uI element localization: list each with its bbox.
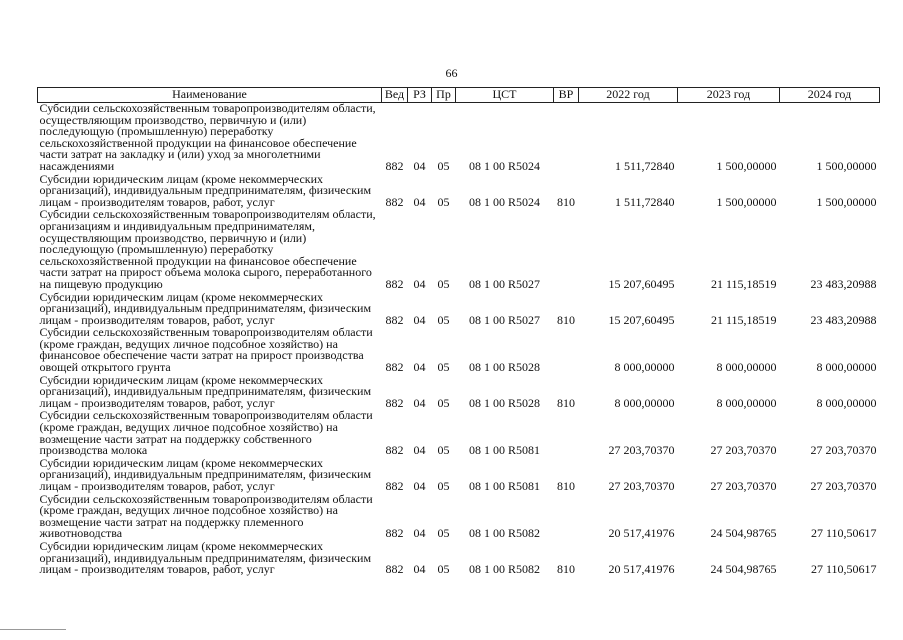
budget-table xyxy=(37,87,880,577)
cell-y2022: 15 207,60495 xyxy=(608,312,675,327)
cell-y2023: 1 500,00000 xyxy=(716,158,777,173)
cell-ved: 882 xyxy=(385,360,404,375)
cell-y2022: 8 000,00000 xyxy=(614,395,675,410)
cell-name: Субсидии сельскохозяйственным товаропроизводителям области (кроме граждан, ведущих личное подсобное хозяйство) на возмещение части затрат на поддержку племенного животноводства xyxy=(39,491,373,541)
cell-cst: 08 1 00 R5024 xyxy=(468,158,540,173)
cell-pr: 05 xyxy=(437,312,450,327)
cell-y2022: 8 000,00000 xyxy=(614,360,675,375)
cell-pr: 05 xyxy=(437,526,450,541)
cell-y2023: 27 203,70370 xyxy=(710,479,777,493)
cell-ved: 882 xyxy=(385,479,404,493)
cell-name: Субсидии сельскохозяйственным товаропроизводителям области, организациям и индивидуальным предпринимателям, осуществляющим производство, первичную и (или) последующую (промышленную) переработку сельскохозяйственной продукции на финансовое обеспечение части затрат на прирост объема молока сырого, переработанного на пищевую продукцию xyxy=(39,207,376,291)
cell-cst: 08 1 00 R5081 xyxy=(468,443,540,458)
cell-pr: 05 xyxy=(437,360,450,375)
cell-name: Субсидии сельскохозяйственным товаропроизводителям области, осуществляющим производство, первичную и (или) последующую (промышленную) переработку сельскохозяйственной продукции на финансовое обеспечение части затрат на закладку и (или) уход за многолетними насаждениями xyxy=(39,101,376,173)
cell-rz: 04 xyxy=(413,479,426,493)
cell-name: Субсидии сельскохозяйственным товаропроизводителям области (кроме граждан, ведущих личное подсобное хозяйство) на финансовое обеспечение части затрат на прирост производства овощей открытого грунта xyxy=(39,325,373,375)
header-vr: ВР xyxy=(554,88,579,103)
table-row xyxy=(38,375,880,411)
cell-pr: 05 xyxy=(437,276,450,291)
cell-rz: 04 xyxy=(413,312,426,327)
cell-cst: 08 1 00 R5082 xyxy=(468,526,540,541)
cell-y2023: 21 115,18519 xyxy=(710,312,777,327)
cell-y2023: 1 500,00000 xyxy=(716,194,777,209)
cell-vr xyxy=(554,103,579,174)
cell-y2023: 24 504,98765 xyxy=(710,526,777,541)
cell-vr xyxy=(554,209,579,291)
cell-name: Субсидии юридическим лицам (кроме некоммерческих организаций), индивидуальным предпринимателям, физическим лицам - производителям товаров, работ, услуг xyxy=(39,372,372,410)
cell-rz: 04 xyxy=(413,158,426,173)
cell-ved: 882 xyxy=(385,158,404,173)
cell-cst: 08 1 00 R5027 xyxy=(468,276,540,291)
cell-ved: 882 xyxy=(385,562,404,577)
table-row xyxy=(38,410,880,457)
cell-ved: 882 xyxy=(385,312,404,327)
cell-vr xyxy=(554,494,579,541)
cell-y2023: 21 115,18519 xyxy=(710,276,777,291)
cell-y2022: 27 203,70370 xyxy=(608,479,675,493)
cell-rz: 04 xyxy=(413,360,426,375)
cell-pr: 05 xyxy=(437,158,450,173)
cell-name: Субсидии сельскохозяйственным товаропроизводителям области (кроме граждан, ведущих личное подсобное хозяйство) на возмещение части затрат на поддержку собственного производства молока xyxy=(39,408,373,458)
cell-vr: 810 xyxy=(557,562,575,577)
cell-ved: 882 xyxy=(385,526,404,541)
header-rz: РЗ xyxy=(408,88,432,103)
cell-cst: 08 1 00 R5028 xyxy=(468,360,540,375)
cell-y2024: 27 203,70370 xyxy=(810,479,877,493)
page-edge-mark xyxy=(0,629,66,630)
cell-vr xyxy=(554,327,579,374)
cell-y2023: 8 000,00000 xyxy=(716,395,777,410)
cell-ved: 882 xyxy=(385,276,404,291)
table-row xyxy=(38,494,880,541)
table-row xyxy=(38,292,880,328)
header-ved: Вед xyxy=(382,88,408,103)
cell-vr xyxy=(554,410,579,457)
cell-rz: 04 xyxy=(413,194,426,209)
cell-pr: 05 xyxy=(437,194,450,209)
table-row xyxy=(38,174,880,210)
cell-rz: 04 xyxy=(413,443,426,458)
cell-rz: 04 xyxy=(413,276,426,291)
table-row xyxy=(38,209,880,291)
cell-ved: 882 xyxy=(385,194,404,209)
cell-cst: 08 1 00 R5028 xyxy=(468,395,540,410)
cell-vr: 810 xyxy=(557,312,575,327)
cell-y2022: 20 517,41976 xyxy=(608,526,675,541)
cell-name: Субсидии юридическим лицам (кроме некоммерческих организаций), индивидуальным предпринимателям, физическим лицам - производителям товаров, работ, услуг xyxy=(39,538,372,577)
cell-ved: 882 xyxy=(385,395,404,410)
cell-y2023: 8 000,00000 xyxy=(716,360,777,375)
cell-vr: 810 xyxy=(557,194,575,209)
cell-cst: 08 1 00 R5027 xyxy=(468,312,540,327)
cell-y2024: 23 483,20988 xyxy=(810,312,877,327)
cell-ved: 882 xyxy=(385,443,404,458)
cell-pr: 05 xyxy=(437,562,450,577)
cell-y2024: 27 110,50617 xyxy=(810,526,877,541)
cell-vr: 810 xyxy=(557,395,575,410)
cell-y2023: 24 504,98765 xyxy=(710,562,777,577)
cell-pr: 05 xyxy=(437,395,450,410)
table-row xyxy=(38,541,880,577)
cell-name: Субсидии юридическим лицам (кроме некоммерческих организаций), индивидуальным предпринимателям, физическим лицам - производителям товаров, работ, услуг xyxy=(39,289,372,327)
header-2023: 2023 год xyxy=(678,88,780,103)
page-number: 66 xyxy=(445,66,458,80)
cell-y2024: 27 203,70370 xyxy=(810,443,877,458)
cell-y2022: 20 517,41976 xyxy=(608,562,675,577)
header-2024: 2024 год xyxy=(780,88,880,103)
cell-y2024: 8 000,00000 xyxy=(816,395,877,410)
cell-y2022: 1 511,72840 xyxy=(614,194,675,209)
cell-rz: 04 xyxy=(413,395,426,410)
cell-y2024: 8 000,00000 xyxy=(816,360,877,375)
cell-y2024: 23 483,20988 xyxy=(810,276,877,291)
cell-y2022: 15 207,60495 xyxy=(608,276,675,291)
cell-y2023: 27 203,70370 xyxy=(710,443,777,458)
header-name: Наименование xyxy=(38,88,382,103)
table-row xyxy=(38,103,880,174)
cell-name: Субсидии юридическим лицам (кроме некоммерческих организаций), индивидуальным предпринимателям, физическим лицам - производителям товаров, работ, услуг xyxy=(39,455,372,493)
cell-y2024: 1 500,00000 xyxy=(816,158,877,173)
table-row xyxy=(38,458,880,494)
header-2022: 2022 год xyxy=(579,88,678,103)
cell-y2022: 27 203,70370 xyxy=(608,443,675,458)
cell-pr: 05 xyxy=(437,479,450,493)
cell-rz: 04 xyxy=(413,562,426,577)
table-row xyxy=(38,327,880,374)
cell-y2024: 27 110,50617 xyxy=(810,562,877,577)
cell-vr: 810 xyxy=(557,479,575,493)
cell-cst: 08 1 00 R5082 xyxy=(468,562,540,577)
cell-name: Субсидии юридическим лицам (кроме некоммерческих организаций), индивидуальным предпринимателям, физическим лицам - производителям товаров, работ, услуг xyxy=(39,171,372,209)
cell-cst: 08 1 00 R5081 xyxy=(468,479,540,493)
cell-cst: 08 1 00 R5024 xyxy=(468,194,540,209)
header-pr: Пр xyxy=(432,88,456,103)
cell-y2024: 1 500,00000 xyxy=(816,194,877,209)
cell-rz: 04 xyxy=(413,526,426,541)
cell-y2022: 1 511,72840 xyxy=(614,158,675,173)
cell-pr: 05 xyxy=(437,443,450,458)
header-cst: ЦСТ xyxy=(456,88,554,103)
